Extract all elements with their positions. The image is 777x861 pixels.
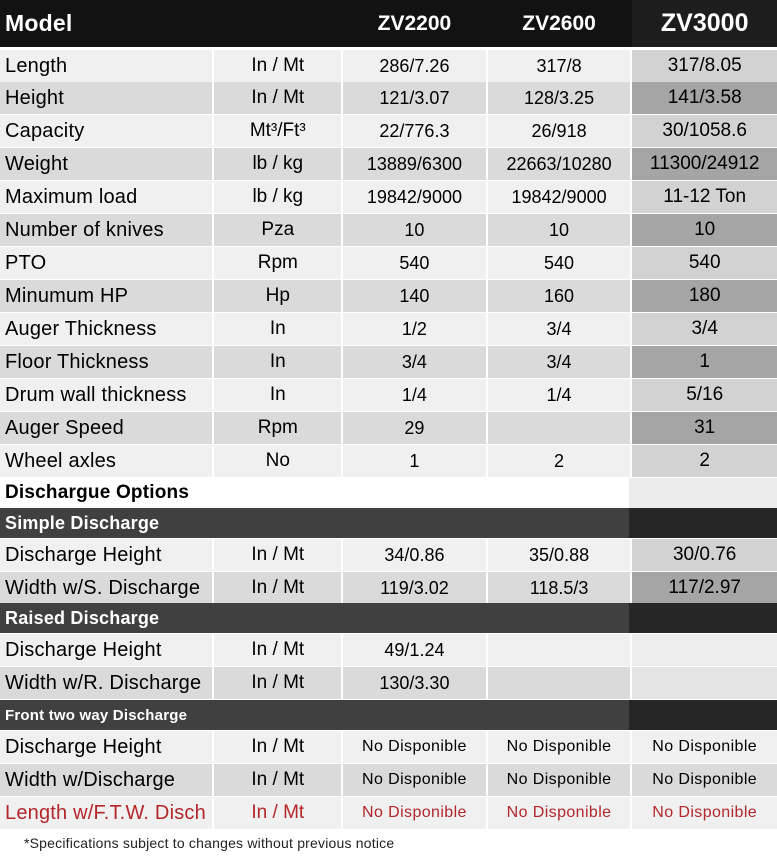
spec-zv2600 bbox=[488, 634, 631, 666]
spec-zv3000: 540 bbox=[632, 247, 777, 279]
spec-row bbox=[0, 797, 777, 829]
spec-zv2600: No Disponible bbox=[488, 764, 631, 796]
spec-zv3000: 30/1058.6 bbox=[632, 115, 777, 147]
spec-zv3000: No Disponible bbox=[632, 764, 777, 796]
spec-zv2200: 140 bbox=[343, 280, 486, 312]
spec-zv3000: 10 bbox=[632, 214, 777, 246]
spec-label: Floor Thickness bbox=[0, 346, 212, 378]
section-title: Raised Discharge bbox=[0, 603, 629, 633]
spec-zv2200: 13889/6300 bbox=[343, 148, 486, 180]
spec-zv2200: No Disponible bbox=[343, 731, 486, 763]
header-unit bbox=[214, 0, 341, 47]
spec-row bbox=[0, 346, 777, 378]
spec-zv2600: 3/4 bbox=[488, 313, 631, 345]
spec-zv3000: 1 bbox=[632, 346, 777, 378]
spec-label: Auger Speed bbox=[0, 412, 212, 444]
spec-zv2200: 22/776.3 bbox=[343, 115, 486, 147]
spec-unit: Rpm bbox=[214, 247, 341, 279]
spec-unit: In / Mt bbox=[214, 731, 341, 763]
spec-unit: lb / kg bbox=[214, 181, 341, 213]
spec-unit: In / Mt bbox=[214, 50, 341, 82]
spec-row bbox=[0, 148, 777, 180]
spec-unit: Hp bbox=[214, 280, 341, 312]
spec-zv3000: 141/3.58 bbox=[632, 82, 777, 114]
spec-label: Discharge Height bbox=[0, 731, 212, 763]
spec-label: Length w/F.T.W. Disch bbox=[0, 797, 212, 829]
spec-row bbox=[0, 634, 777, 666]
header-zv3000: ZV3000 bbox=[632, 0, 777, 47]
spec-row bbox=[0, 181, 777, 213]
spec-unit: Pza bbox=[214, 214, 341, 246]
spec-zv2600: No Disponible bbox=[488, 797, 631, 829]
spec-label: PTO bbox=[0, 247, 212, 279]
spec-row bbox=[0, 214, 777, 246]
spec-zv2600: 1/4 bbox=[488, 379, 631, 411]
spec-zv2200: No Disponible bbox=[343, 764, 486, 796]
spec-label: Capacity bbox=[0, 115, 212, 147]
spec-unit: In / Mt bbox=[214, 572, 341, 604]
spec-zv2600: 19842/9000 bbox=[488, 181, 631, 213]
discharge-options-title: Dischargue Options bbox=[0, 478, 629, 508]
section-simple-discharge bbox=[0, 508, 777, 538]
spec-zv3000: 117/2.97 bbox=[632, 572, 777, 604]
spec-unit: In bbox=[214, 346, 341, 378]
section-title: Front two way Discharge bbox=[0, 700, 629, 730]
spec-row bbox=[0, 731, 777, 763]
spec-row bbox=[0, 539, 777, 571]
spec-row bbox=[0, 412, 777, 444]
spec-unit: lb / kg bbox=[214, 148, 341, 180]
spec-zv2200: 3/4 bbox=[343, 346, 486, 378]
spec-zv2200: 119/3.02 bbox=[343, 572, 486, 604]
spec-unit: In / Mt bbox=[214, 539, 341, 571]
spec-zv2200: 121/3.07 bbox=[343, 82, 486, 114]
spec-zv3000: No Disponible bbox=[632, 731, 777, 763]
spec-row bbox=[0, 115, 777, 147]
spec-row bbox=[0, 379, 777, 411]
spec-row bbox=[0, 247, 777, 279]
section-blank bbox=[629, 508, 777, 538]
spec-zv3000: 3/4 bbox=[632, 313, 777, 345]
spec-label: Discharge Height bbox=[0, 634, 212, 666]
spec-zv2200: 49/1.24 bbox=[343, 634, 486, 666]
header-zv2200: ZV2200 bbox=[343, 0, 486, 47]
spec-unit: In / Mt bbox=[214, 634, 341, 666]
spec-zv2600: 10 bbox=[488, 214, 631, 246]
spec-zv3000: 11300/24912 bbox=[632, 148, 777, 180]
spec-zv3000: 5/16 bbox=[632, 379, 777, 411]
section-blank bbox=[629, 603, 777, 633]
spec-label: Width w/R. Discharge bbox=[0, 667, 212, 699]
spec-zv2600: 118.5/3 bbox=[488, 572, 631, 604]
spec-unit: In / Mt bbox=[214, 667, 341, 699]
spec-label: Width w/S. Discharge bbox=[0, 572, 212, 604]
spec-label: Number of knives bbox=[0, 214, 212, 246]
header-zv2600: ZV2600 bbox=[488, 0, 631, 47]
spec-zv2200: 540 bbox=[343, 247, 486, 279]
spec-row bbox=[0, 280, 777, 312]
spec-row bbox=[0, 445, 777, 477]
spec-zv3000: 2 bbox=[632, 445, 777, 477]
spec-zv2600 bbox=[488, 667, 631, 699]
spec-label: Wheel axles bbox=[0, 445, 212, 477]
spec-zv2200: 34/0.86 bbox=[343, 539, 486, 571]
spec-zv2600: 540 bbox=[488, 247, 631, 279]
section-title: Simple Discharge bbox=[0, 508, 629, 538]
spec-label: Weight bbox=[0, 148, 212, 180]
footnote: *Specifications subject to changes without previous notice bbox=[24, 835, 395, 851]
spec-label: Length bbox=[0, 50, 212, 82]
spec-unit: In bbox=[214, 379, 341, 411]
section-front-discharge bbox=[0, 700, 777, 730]
spec-zv3000: 180 bbox=[632, 280, 777, 312]
spec-zv3000 bbox=[632, 634, 777, 666]
spec-zv2200: 29 bbox=[343, 412, 486, 444]
discharge-options-row bbox=[0, 478, 777, 508]
spec-zv2200: 286/7.26 bbox=[343, 50, 486, 82]
spec-unit: Mt³/Ft³ bbox=[214, 115, 341, 147]
spec-label: Height bbox=[0, 82, 212, 114]
spec-zv2600: 160 bbox=[488, 280, 631, 312]
spec-zv2200: 130/3.30 bbox=[343, 667, 486, 699]
spec-zv2600: 3/4 bbox=[488, 346, 631, 378]
spec-unit: Rpm bbox=[214, 412, 341, 444]
spec-zv2600: 317/8 bbox=[488, 50, 631, 82]
spec-label: Minumum HP bbox=[0, 280, 212, 312]
spec-zv2200: 1/2 bbox=[343, 313, 486, 345]
spec-zv2200: 1/4 bbox=[343, 379, 486, 411]
spec-unit: In bbox=[214, 313, 341, 345]
spec-label: Discharge Height bbox=[0, 539, 212, 571]
spec-zv2600: 26/918 bbox=[488, 115, 631, 147]
spec-zv2600: 128/3.25 bbox=[488, 82, 631, 114]
spec-zv3000: 31 bbox=[632, 412, 777, 444]
spec-label: Width w/Discharge bbox=[0, 764, 212, 796]
spec-label: Maximum load bbox=[0, 181, 212, 213]
discharge-options-blank bbox=[629, 478, 777, 508]
spec-row bbox=[0, 572, 777, 604]
spec-zv2600: No Disponible bbox=[488, 731, 631, 763]
spec-zv3000: No Disponible bbox=[632, 797, 777, 829]
header-row bbox=[0, 0, 777, 47]
spec-row bbox=[0, 667, 777, 699]
spec-label: Auger Thickness bbox=[0, 313, 212, 345]
spec-unit: In / Mt bbox=[214, 797, 341, 829]
spec-zv2200: No Disponible bbox=[343, 797, 486, 829]
spec-zv2600: 22663/10280 bbox=[488, 148, 631, 180]
spec-row bbox=[0, 82, 777, 114]
header-model: Model bbox=[0, 0, 212, 47]
spec-zv2600 bbox=[488, 412, 631, 444]
spec-zv2200: 10 bbox=[343, 214, 486, 246]
spec-zv2200: 1 bbox=[343, 445, 486, 477]
spec-unit: In / Mt bbox=[214, 82, 341, 114]
spec-unit: In / Mt bbox=[214, 764, 341, 796]
section-blank bbox=[629, 700, 777, 730]
spec-row bbox=[0, 764, 777, 796]
spec-zv3000: 11-12 Ton bbox=[632, 181, 777, 213]
spec-row bbox=[0, 50, 777, 82]
spec-zv2600: 35/0.88 bbox=[488, 539, 631, 571]
spec-zv3000 bbox=[632, 667, 777, 699]
spec-unit: No bbox=[214, 445, 341, 477]
spec-zv3000: 30/0.76 bbox=[632, 539, 777, 571]
spec-label: Drum wall thickness bbox=[0, 379, 212, 411]
section-raised-discharge bbox=[0, 603, 777, 633]
spec-row bbox=[0, 313, 777, 345]
spec-zv2200: 19842/9000 bbox=[343, 181, 486, 213]
spec-zv2600: 2 bbox=[488, 445, 631, 477]
spec-zv3000: 317/8.05 bbox=[632, 50, 777, 82]
